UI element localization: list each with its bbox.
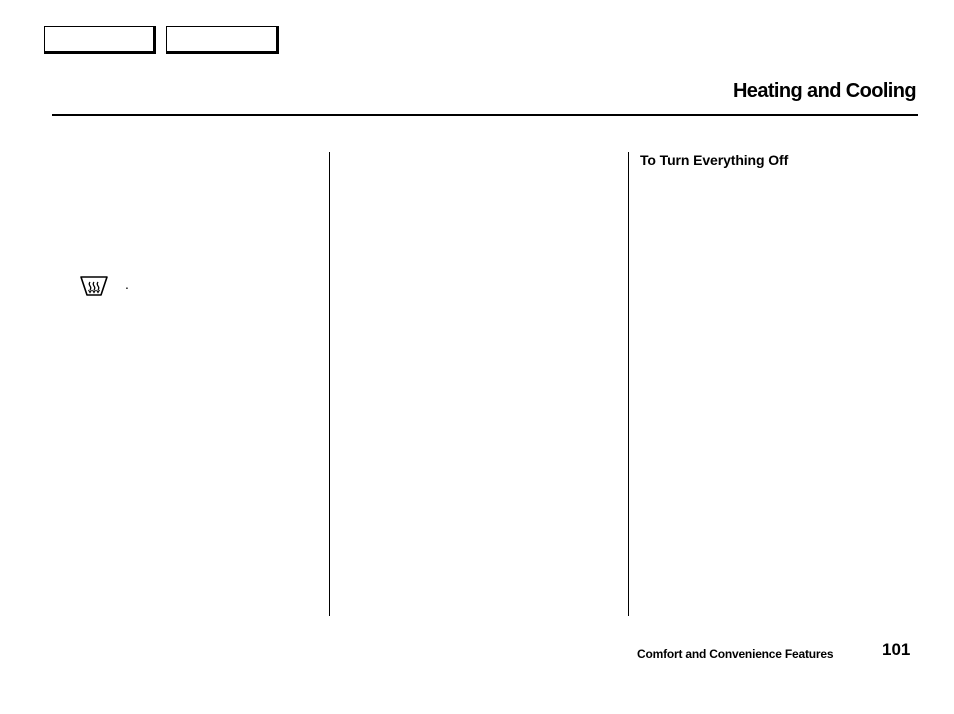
icon-trailing-period: . bbox=[125, 276, 129, 292]
footer-section-name: Comfort and Convenience Features bbox=[637, 647, 834, 661]
section-heading: To Turn Everything Off bbox=[640, 152, 789, 168]
column-divider-left bbox=[329, 152, 330, 616]
previous-page-button[interactable] bbox=[44, 26, 156, 54]
header-rule bbox=[52, 114, 918, 116]
next-page-button[interactable] bbox=[166, 26, 279, 54]
page-title: Heating and Cooling bbox=[732, 80, 916, 102]
column-divider-right bbox=[628, 152, 629, 616]
page-number: 101 bbox=[882, 640, 911, 659]
rear-defroster-icon bbox=[79, 275, 109, 297]
